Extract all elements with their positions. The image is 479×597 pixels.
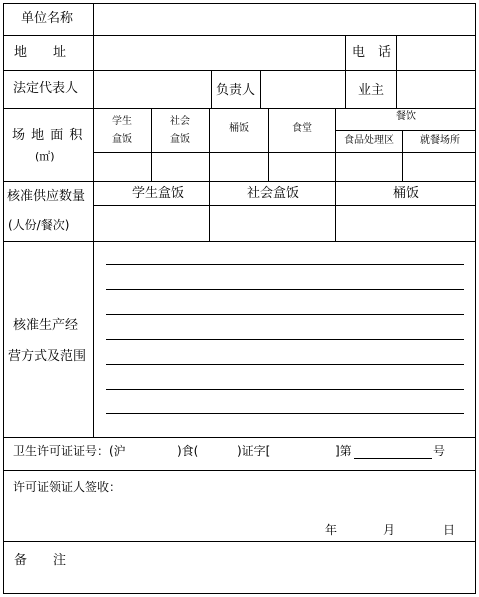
row-line	[3, 437, 476, 438]
supply-bucket-meal: 桶饭	[392, 186, 420, 201]
area-student-box-line2: 盒饭	[112, 134, 132, 145]
area-food-processing: 食品处理区	[344, 135, 394, 146]
col-line	[151, 108, 152, 182]
border-right	[475, 3, 476, 594]
address-label: 地 址	[14, 45, 67, 60]
supply-student-box: 学生盒饭	[131, 186, 185, 201]
day-label: 日	[443, 523, 456, 537]
area-dining-place: 就餐场所	[420, 135, 460, 146]
license-suffix: 号	[433, 444, 446, 458]
area-catering: 餐饮	[396, 111, 416, 122]
row-line	[3, 541, 476, 542]
license-cert: )证字[	[237, 444, 271, 458]
col-line	[335, 108, 336, 182]
border-top	[3, 3, 476, 4]
col-line	[396, 70, 397, 109]
col-line	[93, 3, 94, 438]
supply-label-line2: (人份/餐次)	[8, 218, 70, 232]
row-line	[3, 470, 476, 471]
license-no: ]第	[335, 444, 352, 458]
col-line	[345, 35, 346, 71]
scope-writing-line	[106, 364, 464, 365]
col-line	[268, 108, 269, 182]
row-line	[3, 108, 476, 109]
license-food: )食(	[177, 444, 199, 458]
row-line	[3, 70, 476, 71]
area-social-box-line2: 盒饭	[170, 134, 190, 145]
owner-label: 业主	[358, 83, 385, 98]
col-line	[335, 181, 336, 242]
area-social-box-line1: 社会	[170, 116, 190, 127]
scope-writing-line	[106, 289, 464, 290]
area-label-line1: 场 地 面 积	[12, 128, 84, 143]
col-line	[211, 70, 212, 109]
border-left	[3, 3, 4, 594]
col-line	[345, 70, 346, 109]
unit-name-label: 单位名称	[21, 11, 74, 26]
scope-label-line2: 营方式及范围	[8, 349, 87, 364]
area-student-box-line1: 学生	[112, 116, 132, 127]
border-bottom	[3, 593, 476, 594]
phone-label: 电 话	[352, 45, 392, 60]
col-line	[260, 70, 261, 109]
legal-rep-label: 法定代表人	[13, 81, 79, 96]
scope-writing-line	[106, 339, 464, 340]
supply-social-box: 社会盒饭	[246, 186, 300, 201]
col-line	[209, 108, 210, 182]
scope-writing-line	[106, 264, 464, 265]
month-label: 月	[383, 523, 396, 537]
col-line	[402, 130, 403, 182]
scope-writing-line	[106, 413, 464, 414]
person-in-charge-label: 负责人	[216, 83, 256, 98]
row-line	[3, 35, 476, 36]
scope-writing-line	[106, 389, 464, 390]
row-line	[93, 205, 476, 206]
area-label-unit: (㎡)	[35, 150, 55, 163]
scope-writing-line	[106, 314, 464, 315]
scope-label-line1: 核准生产经	[13, 318, 79, 333]
row-line	[3, 241, 476, 242]
col-line	[396, 35, 397, 71]
row-line	[3, 181, 476, 182]
license-prefix: 卫生许可证证号：(沪	[13, 444, 126, 458]
recipient-label: 许可证领证人签收：	[13, 480, 122, 494]
remarks-label: 备 注	[14, 553, 67, 568]
supply-label-line1: 核准供应数量	[7, 189, 86, 204]
col-line	[209, 181, 210, 242]
license-number-underline	[354, 458, 432, 459]
year-label: 年	[325, 523, 338, 537]
area-canteen: 食堂	[292, 123, 312, 134]
row-line	[335, 130, 476, 131]
area-bucket-meal: 桶饭	[229, 123, 249, 134]
